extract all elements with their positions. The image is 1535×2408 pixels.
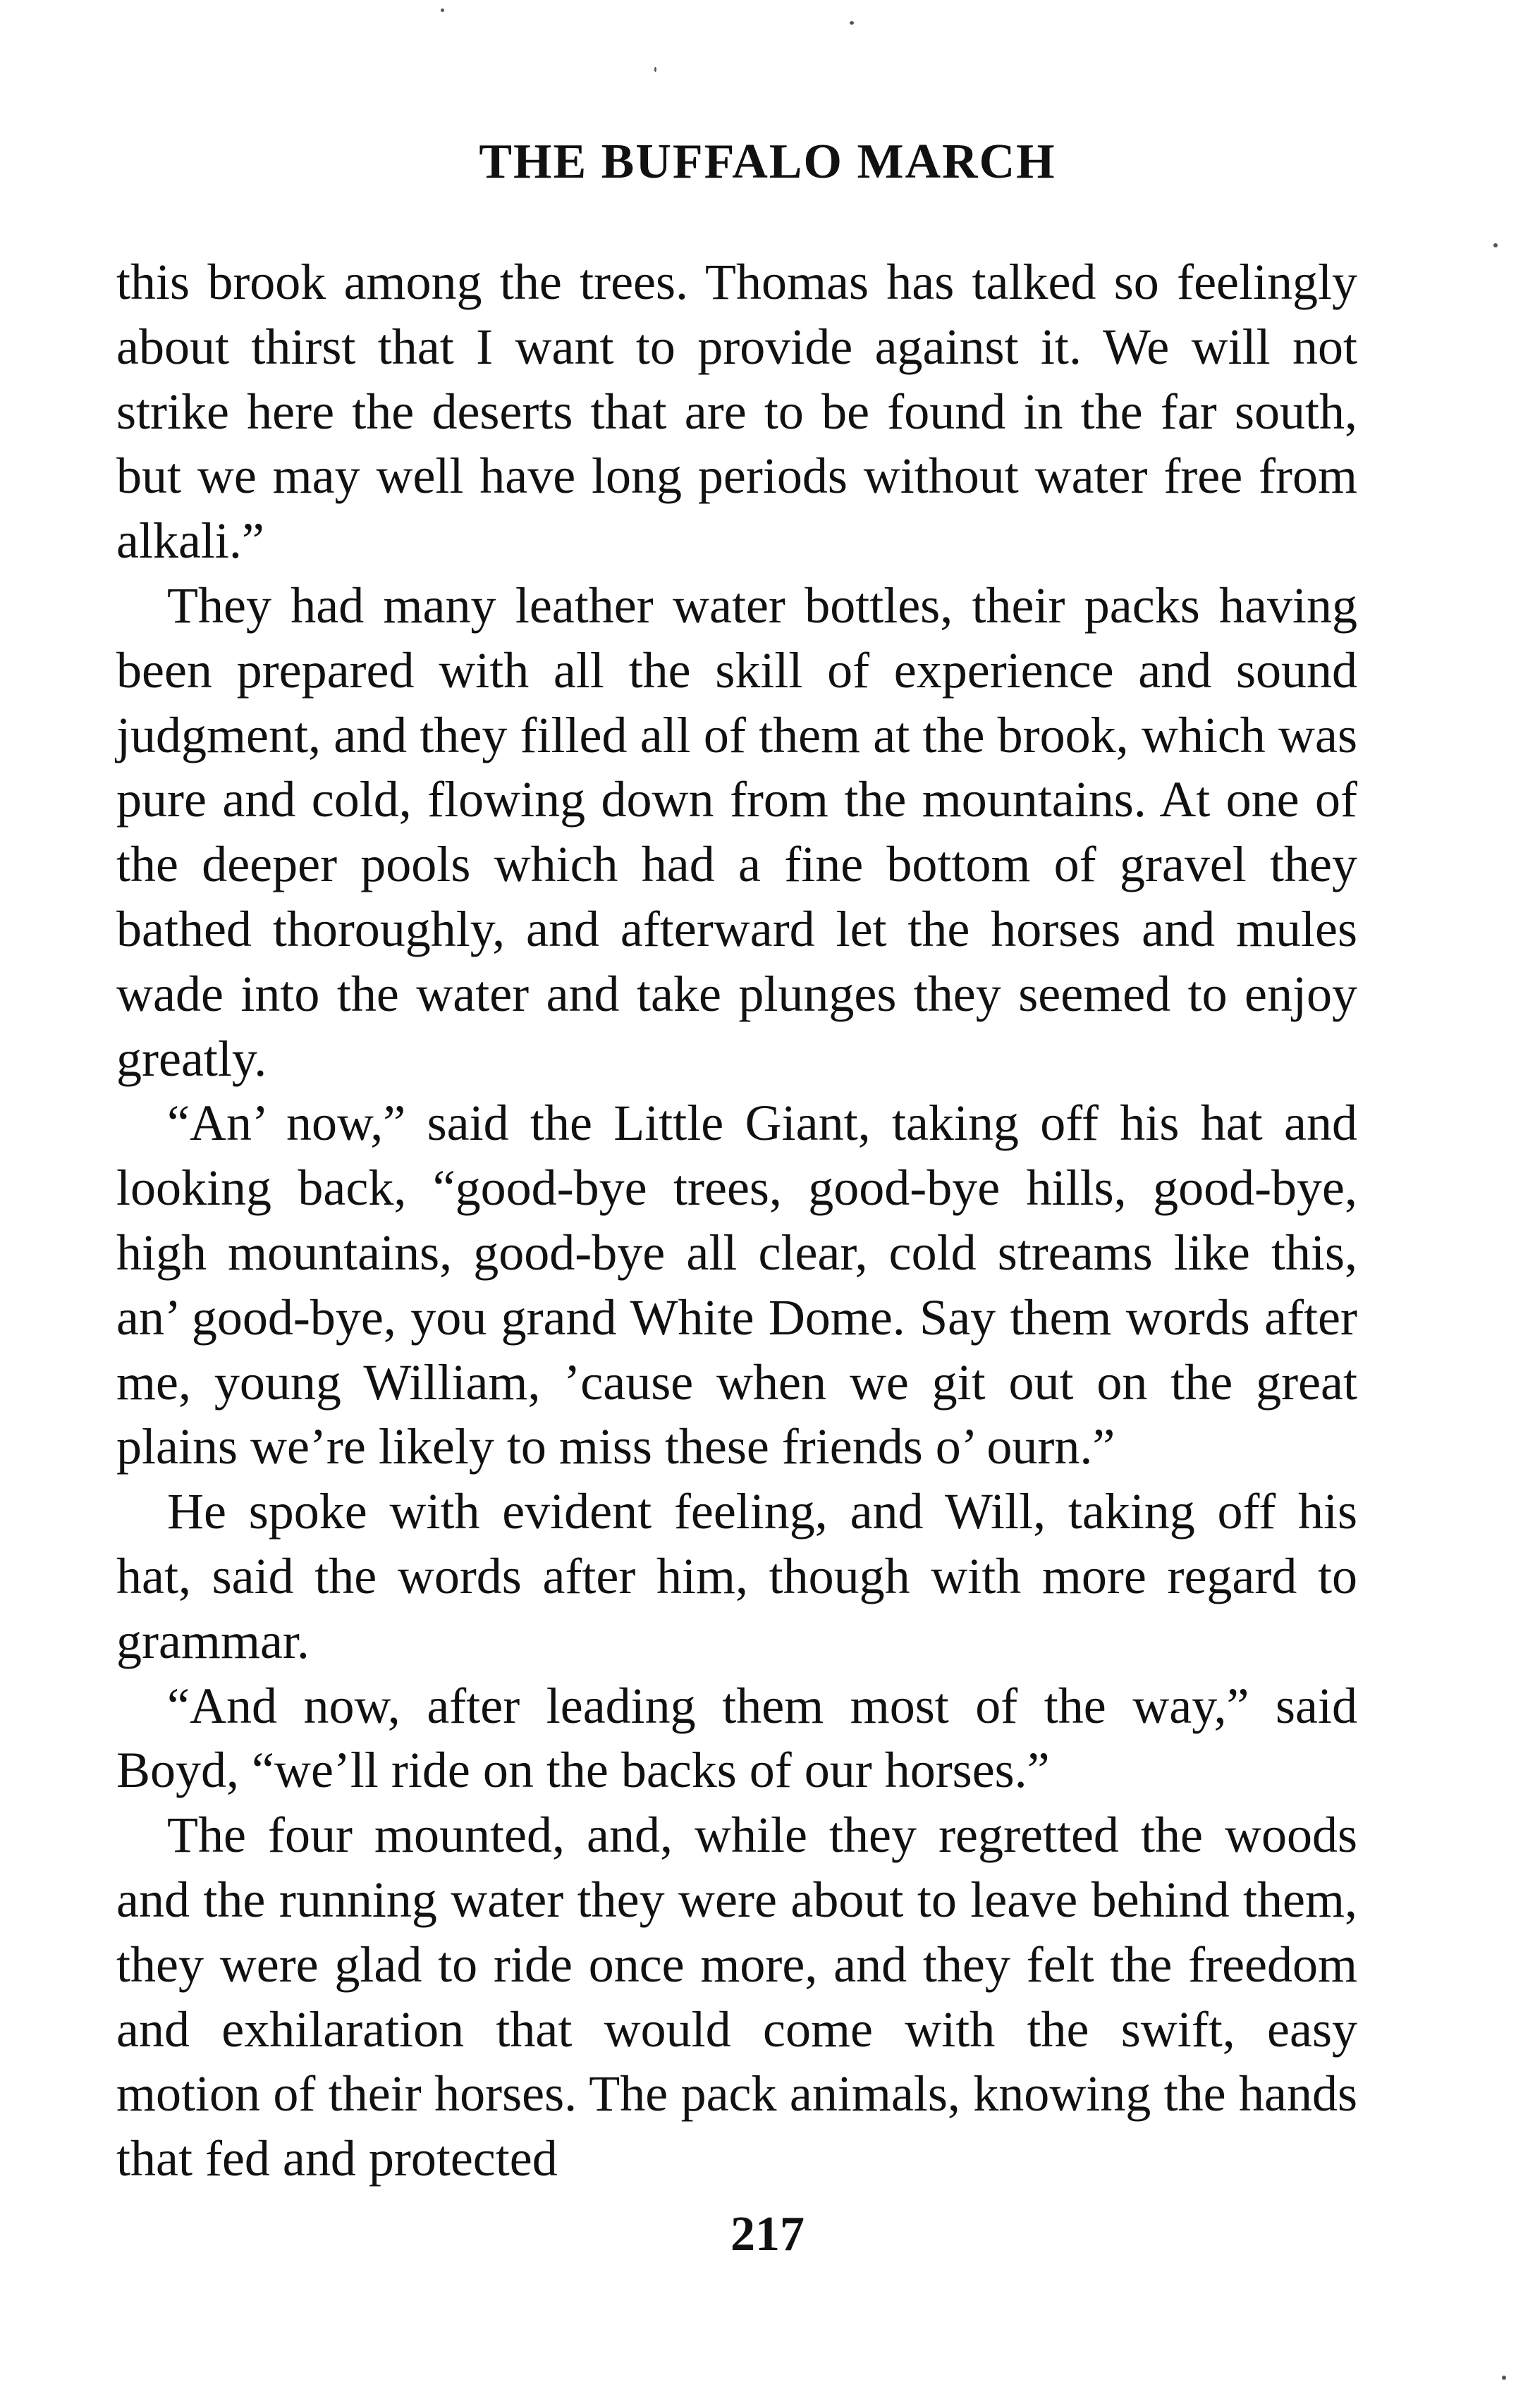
scan-speck (654, 67, 656, 72)
scan-speck (850, 21, 854, 25)
paragraph: “An’ now,” said the Little Giant, taking off his hat and looking back, “good-bye trees, good-bye hills, good-bye, high mountains, good-bye all clear, cold streams like this, an’ good-bye, you grand White Dome. Say them words after me, young William, ’cause when we git out on the great plains we’re likely to miss these friends o’ ourn.” (116, 1095, 1357, 1475)
scan-speck (1502, 2376, 1506, 2380)
paragraph: They had many leather water bottles, their packs having been prepared with all the skill of experience and sound judgment, and they filled all of them at the brook, which was pure and cold, flowing down from the mountains. At one of the deeper pools which had a fine bottom of gravel they bathed thoroughly, and afterward let the horses and mules wade into the water and take plunges they seemed to enjoy greatly. (116, 577, 1357, 1087)
running-header: THE BUFFALO MARCH (479, 135, 1056, 189)
scan-speck (441, 8, 444, 12)
page-number: 217 (730, 2207, 805, 2261)
paragraph: this brook among the trees. Thomas has talked so feelingly about thirst that I want to provide against it. We will not strike here the deserts that are to be found in the far south, but we may well have long periods without water free from alkali.” (116, 254, 1357, 570)
scan-speck (1493, 243, 1498, 247)
paragraph: He spoke with evident feeling, and Will, taking off his hat, said the words after him, though with more regard to grammar. (116, 1483, 1357, 1669)
paragraph: The four mounted, and, while they regretted the woods and the running water they were about to leave behind them, they were glad to ride once more, and they felt the freedom and exhilaration that would come with the swift, easy motion of their horses. The pack animals, knowing the hands that fed and protected (116, 1807, 1357, 2187)
paragraph: “And now, after leading them most of the way,” said Boyd, “we’ll ride on the backs of our horses.” (116, 1677, 1357, 1799)
body-text (116, 250, 1357, 2192)
